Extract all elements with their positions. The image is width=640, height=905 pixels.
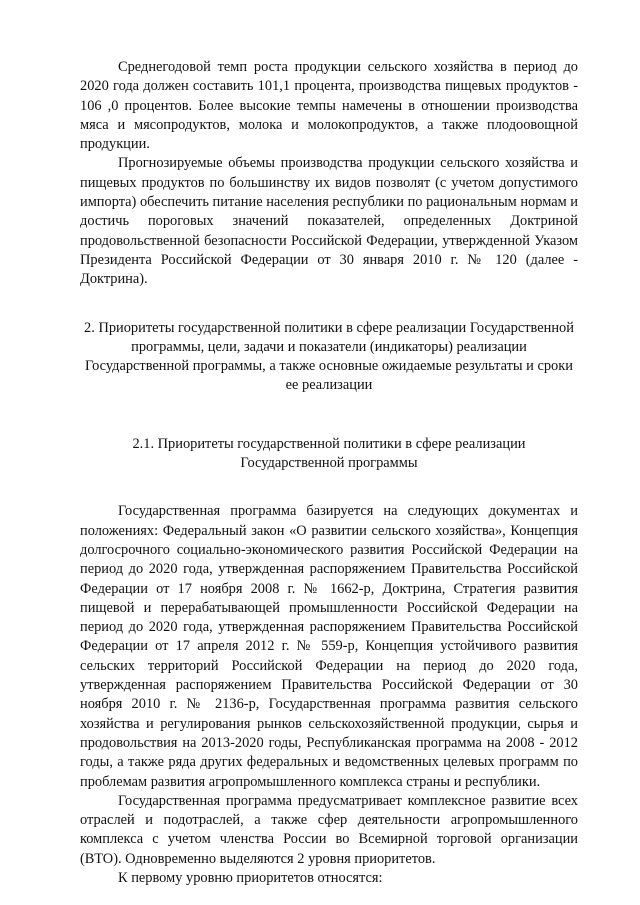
section-heading: 2. Приоритеты государственной политики в сфере реализации Государственной программы, цели, задачи и показатели (индикаторы) реализации Государственной программы, а также основные ожидаемые результаты и сроки ее реализации: [84, 319, 574, 394]
subsection-heading: 2.1. Приоритеты государственной политики в сфере реализации Государственной программы: [132, 435, 526, 472]
paragraph-growth-rate: Среднегодовой темп роста продукции сельского хозяйства в период до 2020 года должен составить 101,1 процента, производства пищевых продуктов - 106 ,0 процентов. Более высокие темпы намечены в отношении производства мяса и мясопродуктов, молока и молокопродуктов, а также плодоовощной продукции.: [80, 59, 578, 153]
paragraph-first-level: К первому уровню приоритетов относятся:: [118, 869, 383, 886]
paragraph-program-basis: Государственная программа базируется на следующих документах и положениях: Федеральный закон «О развитии сельского хозяйства», Концепция долгосрочного социально-экономического развития Российской Федерации на период до 2020 года, утвержденная распоряжением Правительства Российской Федерации от 17 ноября 2008 г. № 1662-р, Доктрина, Стратегия развития пищевой и перерабатывающей промышленности Российской Федерации на период до 2020 года, утвержденная распоряжением Правительства Российской Федерации от 17 апреля 2012 г. № 559-р, Концепция устойчивого развития сельских территорий Российской Федерации на период до 2020 года, утвержденная распоряжением Правительства Российской Федерации от 30 ноября 2010 г. № 2136-р, Государственная программа развития сельского хозяйства и регулирования рынков сельскохозяйственной продукции, сырья и продовольствия на 2013-2020 годы, Республиканская программа на 2008 - 2012 годы, а также ряда других федеральных и ведомственных целевых программ по проблемам развития агропромышленного комплекса страны и республики.: [80, 503, 578, 790]
paragraph-program-scope: Государственная программа предусматривает комплексное развитие всех отраслей и подотраслей, а также сфер деятельности агропромышленного комплекса с учетом членства России во Всемирной торговой организации (ВТО). Одновременно выделяются 2 уровня приоритетов.: [80, 792, 578, 867]
paragraph-production-forecast: Прогнозируемые объемы производства продукции сельского хозяйства и пищевых продуктов по большинству их видов позволят (с учетом допустимого импорта) обеспечить питание населения республики по рациональным нормам и достичь пороговых значений показателей, определенных Доктриной продовольственной безопасности Российской Федерации, утвержденной Указом Президента Российской Федерации от 30 января 2010 г. № 120 (далее - Доктрина).: [80, 155, 578, 288]
